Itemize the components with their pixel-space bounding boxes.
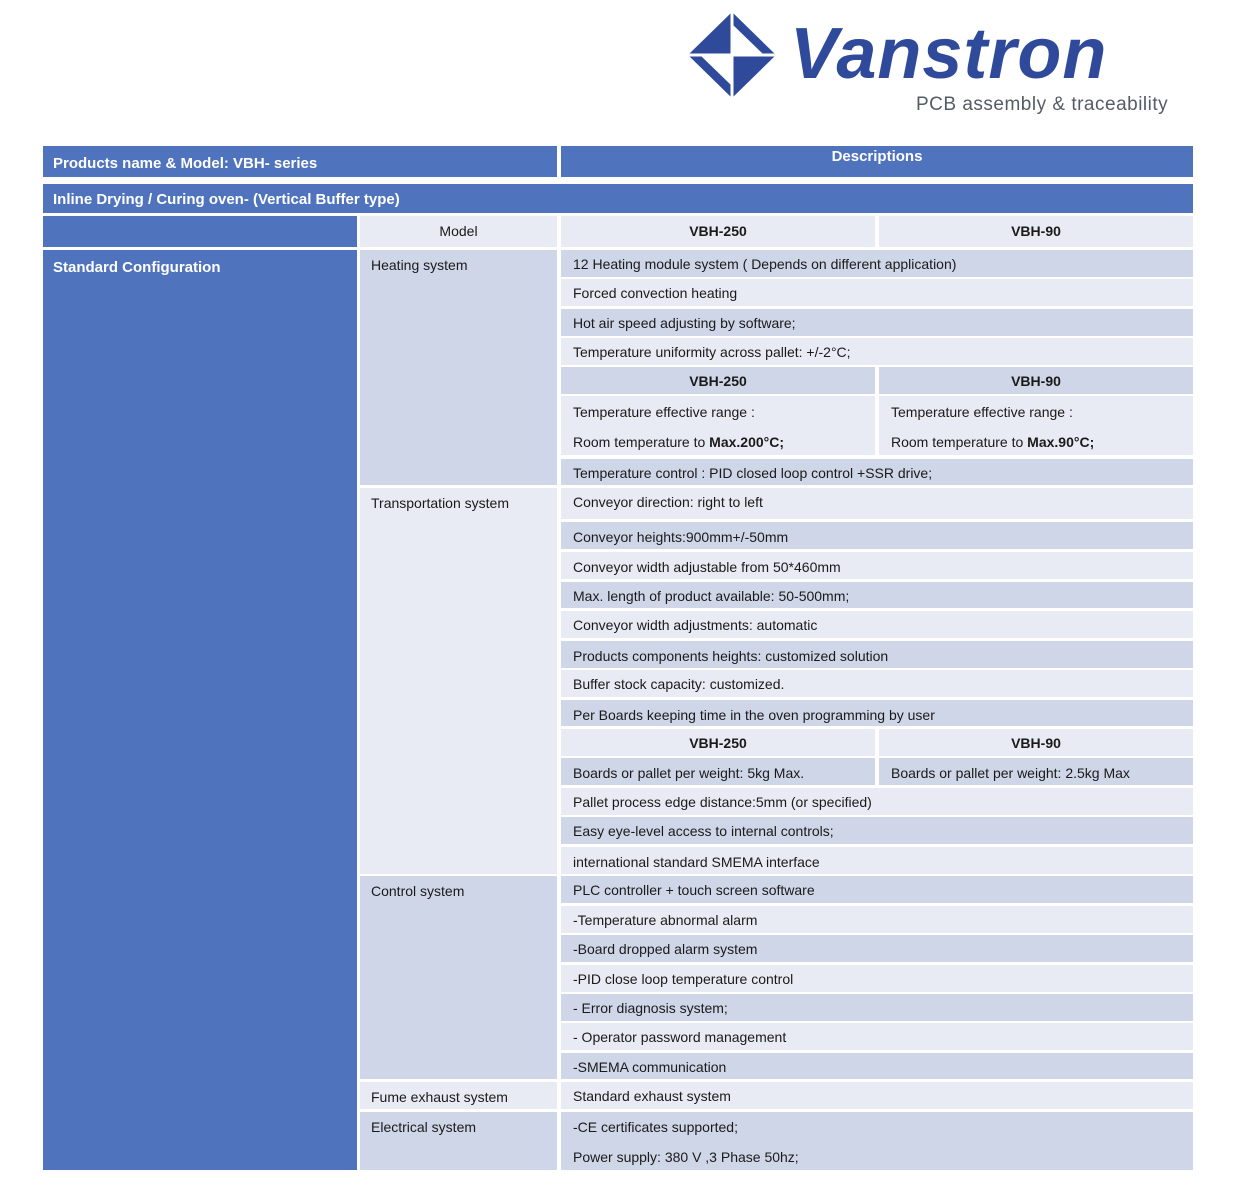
description-text: - Operator password management [573, 1029, 787, 1045]
sub-model-text: VBH-90 [1011, 373, 1061, 389]
description-text: Hot air speed adjusting by software; [573, 315, 796, 331]
control-label: Control system [371, 883, 465, 899]
description-text: Standard exhaust system [573, 1088, 731, 1104]
sub-model-text: VBH-90 [1011, 735, 1061, 751]
description-row [561, 876, 1193, 903]
product-name-header [43, 146, 557, 177]
brand-tagline: PCB assembly & traceability [916, 94, 1169, 115]
temp-range-a [561, 396, 875, 455]
description-text: Temperature uniformity across pallet: +/-2°C; [573, 344, 851, 360]
weight-b [879, 758, 1193, 785]
description-text: Pallet process edge distance:5mm (or specified) [573, 794, 872, 810]
description-text: Temperature control : PID closed loop control +SSR drive; [573, 465, 933, 481]
description-row [561, 1023, 1193, 1050]
description-text: -SMEMA communication [573, 1059, 727, 1075]
electrical-description [561, 1112, 1193, 1170]
description-row [561, 488, 1193, 519]
description-text: Conveyor width adjustments: automatic [573, 617, 818, 633]
description-text: Boards or pallet per weight: 2.5kg Max [891, 765, 1130, 781]
description-text: Power supply: 380 V ,3 Phase 50hz; [573, 1149, 799, 1165]
room-temp-prefix: Room temperature to [891, 434, 1028, 450]
room-temp-line [573, 427, 875, 455]
description-row [561, 817, 1193, 844]
description-text: Max. length of product available: 50-500mm; [573, 588, 850, 604]
description-text: Easy eye-level access to internal controls; [573, 823, 834, 839]
descriptions-header [561, 146, 1193, 177]
description-text: Conveyor direction: right to left [573, 494, 763, 510]
section-title-bar [43, 184, 1193, 213]
transport-sub-model-b [879, 729, 1193, 756]
sub-model-text: VBH-250 [689, 373, 747, 389]
description-text: Forced convection heating [573, 285, 738, 301]
description-row [561, 250, 1193, 277]
description-row [561, 522, 1193, 549]
description-text: Conveyor width adjustable from 50*460mm [573, 559, 841, 575]
description-text: -PID close loop temperature control [573, 971, 794, 987]
product-name-label: Products name & Model: VBH- series [53, 155, 318, 172]
heating-sub-model-a [561, 367, 875, 394]
description-text: Products components heights: customized solution [573, 648, 889, 664]
model-b-header [879, 216, 1193, 247]
description-row [561, 641, 1193, 668]
temp-range-label: Temperature effective range : [891, 404, 1073, 420]
electrical-label: Electrical system [371, 1119, 477, 1135]
room-temp-max: Max.200°C; [709, 434, 785, 450]
heating-label: Heating system [371, 257, 468, 273]
model-a-header [561, 216, 875, 247]
standard-config-label: Standard Configuration [53, 259, 221, 276]
description-text: - Error diagnosis system; [573, 1000, 728, 1016]
description-text: -Temperature abnormal alarm [573, 912, 758, 928]
sub-model-text: VBH-250 [689, 735, 747, 751]
model-a-text: VBH-250 [689, 223, 747, 239]
descriptions-label: Descriptions [831, 148, 923, 165]
description-row [561, 847, 1193, 874]
description-row [561, 552, 1193, 579]
section-title: Inline Drying / Curing oven- (Vertical Buffer type) [53, 191, 400, 208]
description-row [561, 906, 1193, 933]
category-control [360, 876, 557, 1079]
description-row [561, 935, 1193, 962]
description-text: international standard SMEMA interface [573, 854, 820, 870]
transport-label: Transportation system [371, 495, 509, 511]
description-row [561, 1053, 1193, 1079]
brand-logo [686, 10, 1206, 120]
description-row [561, 700, 1193, 726]
diamond-logo-icon [686, 10, 778, 100]
description-text: PLC controller + touch screen software [573, 882, 815, 898]
weight-a [561, 758, 875, 785]
temp-range-b [879, 396, 1193, 455]
category-electrical [360, 1112, 557, 1170]
category-fume [360, 1082, 557, 1109]
description-row [561, 611, 1193, 638]
temp-range-label: Temperature effective range : [573, 404, 755, 420]
fume-label: Fume exhaust system [371, 1089, 508, 1105]
model-b-text: VBH-90 [1011, 223, 1061, 239]
description-text: Per Boards keeping time in the oven programming by user [573, 707, 935, 723]
model-label-text: Model [439, 223, 478, 239]
description-row [561, 309, 1193, 336]
model-label [360, 216, 557, 247]
transport-sub-model-a [561, 729, 875, 756]
room-temp-max: Max.90°C; [1027, 434, 1095, 450]
room-temp-prefix: Room temperature to [573, 434, 710, 450]
description-row [561, 1082, 1193, 1109]
description-row [561, 670, 1193, 697]
description-row [561, 338, 1193, 365]
description-text: Conveyor heights:900mm+/-50mm [573, 529, 789, 545]
category-transport [360, 488, 557, 874]
description-row [561, 788, 1193, 815]
description-text: -Board dropped alarm system [573, 941, 758, 957]
description-row [561, 459, 1193, 485]
description-text: Buffer stock capacity: customized. [573, 676, 785, 692]
description-row [561, 965, 1193, 992]
model-row-spacer [43, 216, 357, 247]
description-text: 12 Heating module system ( Depends on different application) [573, 256, 957, 272]
description-row [561, 994, 1193, 1021]
standard-config-column [43, 250, 357, 1170]
brand-name: Vanstron [790, 14, 1108, 94]
heating-sub-model-b [879, 367, 1193, 394]
room-temp-line [891, 427, 1193, 455]
description-text: -CE certificates supported; [573, 1119, 738, 1135]
category-heating [360, 250, 557, 485]
description-row [561, 582, 1193, 608]
description-row [561, 279, 1193, 306]
description-text: Boards or pallet per weight: 5kg Max. [573, 765, 805, 781]
